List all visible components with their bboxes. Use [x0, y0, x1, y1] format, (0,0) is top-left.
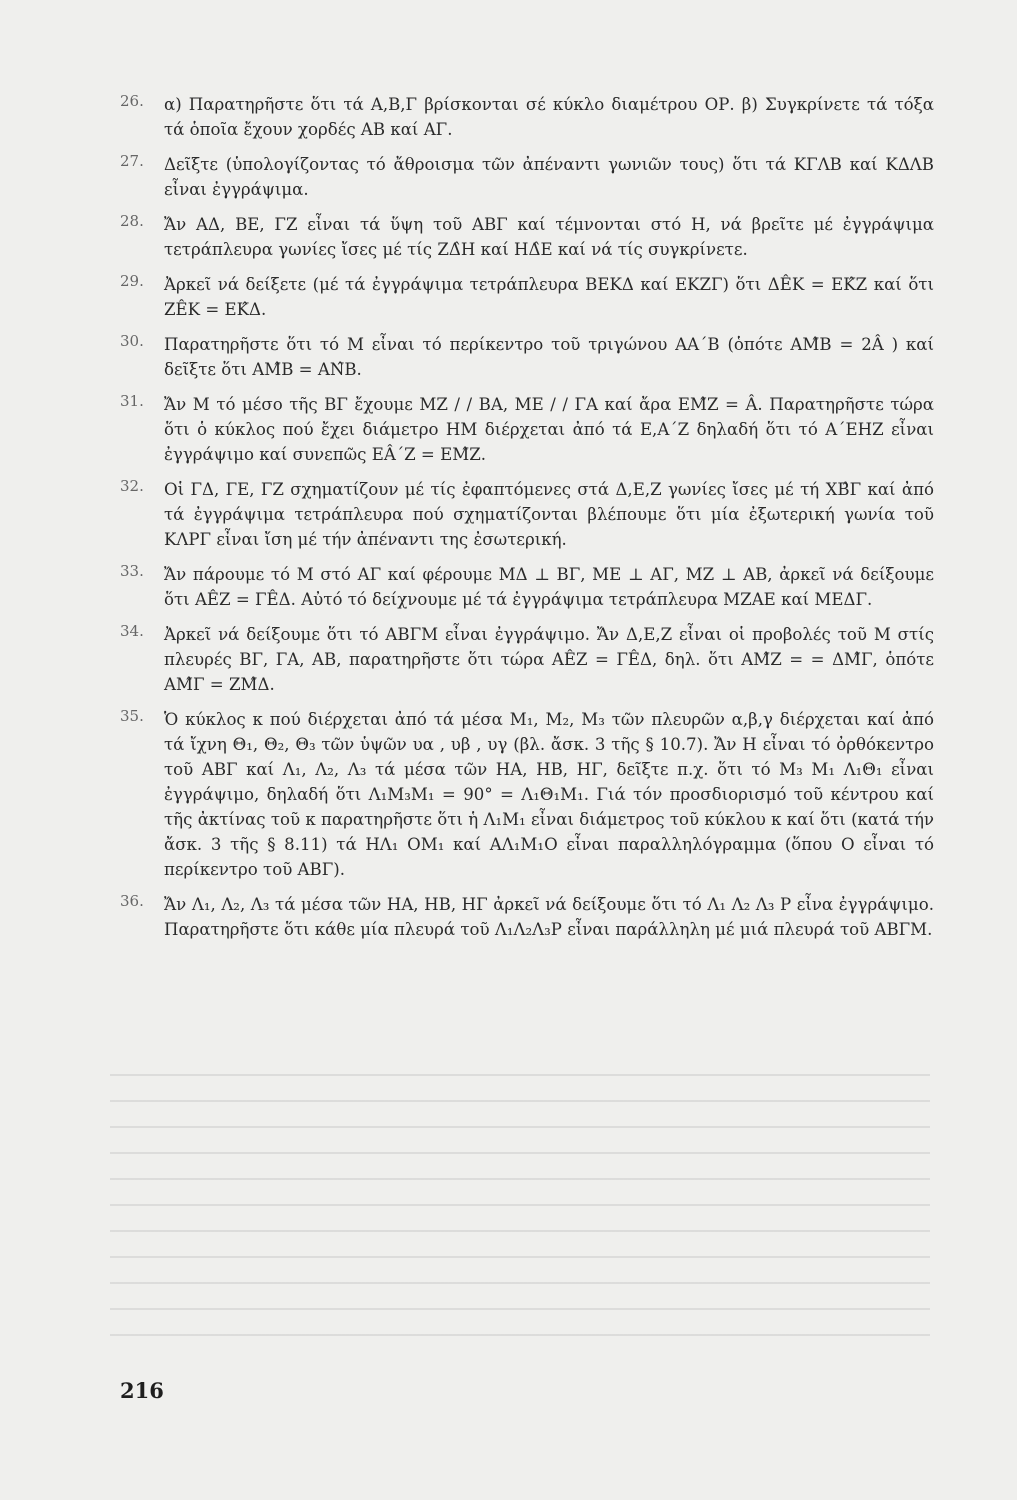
- exercise-number: 26.: [120, 92, 144, 110]
- exercise-text: Ἀρκεῖ νά δείξουμε ὅτι τό ΑΒΓΜ εἶναι ἐγγράψιμο. Ἄν Δ,Ε,Ζ εἶναι οἱ προβολές τοῦ Μ στίς πλευρές ΒΓ, ΓΑ, ΑΒ, παρατηρῆστε ὅτι τώρα ΑÊΖ = ΓÊΔ, δηλ. ὅτι ΑΜ̂Ζ = = ΔΜ̂Γ, ὁπότε ΑΜ̂Γ = ΖΜ̂Δ.: [164, 625, 934, 694]
- exercise-number: 27.: [120, 152, 144, 170]
- bleed-through-text: [110, 1060, 930, 1360]
- exercise-29: [122, 272, 934, 322]
- exercise-34: [122, 622, 934, 697]
- exercise-number: 30.: [120, 332, 144, 350]
- exercise-text: Παρατηρῆστε ὅτι τό Μ εἶναι τό περίκεντρο τοῦ τριγώνου ΑΑ΄Β (ὁπότε ΑΜ̂Β = 2Â ) καί δεῖξτε ὅτι ΑΜ̂Β = ΑΝ̂Β.: [164, 335, 934, 379]
- exercise-number: 34.: [120, 622, 144, 640]
- exercise-27: [122, 152, 934, 202]
- exercise-number: 32.: [120, 477, 144, 495]
- exercise-36: [122, 892, 934, 942]
- page-number: 216: [120, 1378, 164, 1403]
- exercise-30: [122, 332, 934, 382]
- exercise-35: [122, 707, 934, 882]
- exercise-28: [122, 212, 934, 262]
- exercise-text: Δεῖξτε (ὑπολογίζοντας τό ἄθροισμα τῶν ἀπέναντι γωνιῶν τους) ὅτι τά ΚΓΛΒ καί ΚΔΛΒ εἶναι ἐγγράψιμα.: [164, 155, 934, 199]
- exercise-number: 36.: [120, 892, 144, 910]
- exercise-text: Ἄν ΑΔ, ΒΕ, ΓΖ εἶναι τά ὕψη τοῦ ΑΒΓ καί τέμνονται στό Η, νά βρεῖτε μέ ἐγγράψιμα τετράπλευρα γωνίες ἴσες μέ τίς ΖΔ̂Η καί ΗΔ̂Ε καί νά τίς συγκρίνετε.: [164, 215, 934, 259]
- exercise-33: [122, 562, 934, 612]
- exercise-text: Ἄν πάρουμε τό Μ στό ΑΓ καί φέρουμε ΜΔ ⊥ ΒΓ, ΜΕ ⊥ ΑΓ, ΜΖ ⊥ ΑΒ, ἀρκεῖ νά δείξουμε ὅτι ΑÊΖ = ΓÊΔ. Αὐτό τό δείχνουμε μέ τά ἐγγράψιμα τετράπλευρα ΜΖΑΕ καί ΜΕΔΓ.: [164, 565, 934, 609]
- exercise-number: 31.: [120, 392, 144, 410]
- exercise-26: [122, 92, 934, 142]
- exercise-text: α) Παρατηρῆστε ὅτι τά Α,Β,Γ βρίσκονται σέ κύκλο διαμέτρου ΟΡ. β) Συγκρίνετε τά τόξα τά ὁποῖα ἔχουν χορδές ΑΒ καί ΑΓ.: [164, 95, 934, 139]
- exercise-number: 29.: [120, 272, 144, 290]
- exercise-text: Οἱ ΓΔ, ΓΕ, ΓΖ σχηματίζουν μέ τίς ἐφαπτόμενες στά Δ,Ε,Ζ γωνίες ἴσες μέ τή ΧΒ̂Γ καί ἀπό τά ἐγγράψιμα τετράπλευρα πού σχηματίζονται βλέπουμε ὅτι μία ἐξωτερική γωνία τοῦ ΚΛΡΓ εἶναι ἴση μέ τήν ἀπέναντι της ἐσωτερική.: [164, 480, 934, 549]
- exercise-text: Ἄν Λ₁, Λ₂, Λ₃ τά μέσα τῶν ΗΑ, ΗΒ, ΗΓ ἀρκεῖ νά δείξουμε ὅτι τό Λ₁ Λ₂ Λ₃ Ρ εἶνα ἐγγράψιμο. Παρατηρῆστε ὅτι κάθε μία πλευρά τοῦ Λ₁Λ₂Λ₃Ρ εἶναι παράλληλη μέ μιά πλευρά τοῦ ΑΒΓΜ.: [164, 895, 934, 939]
- exercise-number: 33.: [120, 562, 144, 580]
- exercise-text: Ἀρκεῖ νά δείξετε (μέ τά ἐγγράψιμα τετράπλευρα ΒΕΚΔ καί ΕΚΖΓ) ὅτι ΔÊΚ = ΕΚ̂Ζ καί ὅτι ΖÊΚ = ΕΚ̂Δ.: [164, 275, 934, 319]
- exercise-number: 28.: [120, 212, 144, 230]
- exercise-31: [122, 392, 934, 467]
- exercise-32: [122, 477, 934, 552]
- exercise-list: [122, 92, 934, 952]
- exercise-number: 35.: [120, 707, 144, 725]
- exercise-text: Ἄν Μ τό μέσο τῆς ΒΓ ἔχουμε ΜΖ / / ΒΑ, ΜΕ / / ΓΑ καί ἄρα ΕΜ̂Ζ = Â. Παρατηρῆστε τώρα ὅτι ὁ κύκλος πού ἔχει διάμετρο ΗΜ διέρχεται ἀπό τά Ε,Α΄Ζ δηλαδή ὅτι τό Α΄ΕΗΖ εἶναι ἐγγράψιμο καί συνεπῶς ΕÂ΄Ζ = ΕΜ̂Ζ.: [164, 395, 934, 464]
- exercise-text: Ὁ κύκλος κ πού διέρχεται ἀπό τά μέσα Μ₁, Μ₂, Μ₃ τῶν πλευρῶν α,β,γ διέρχεται καί ἀπό τά ἴχνη Θ₁, Θ₂, Θ₃ τῶν ὑψῶν υα , υβ , υγ (βλ. ἄσκ. 3 τῆς § 10.7). Ἄν Η εἶναι τό ὀρθόκεντρο τοῦ ΑΒΓ καί Λ₁, Λ₂, Λ₃ τά μέσα τῶν ΗΑ, ΗΒ, ΗΓ, δεῖξτε π.χ. ὅτι τό Μ₃ Μ₁ Λ₁Θ₁ εἶναι ἐγγράψιμο, δηλαδή ὅτι Λ₁Μ₃Μ₁ = 90° = Λ₁Θ₁Μ₁. Γιά τόν προσδιορισμό τοῦ κέντρου καί τῆς ἀκτίνας τοῦ κ παρατηρῆστε ὅτι ἡ Λ₁Μ₁ εἶναι διάμετρος τοῦ κύκλου κ καί ὅτι (κατά τήν ἄσκ. 3 τῆς § 8.11) τά ΗΛ₁ ΟΜ₁ καί ΑΛ₁Μ₁Ο εἶναι παραλληλόγραμμα (ὅπου Ο εἶναι τό περίκεντρο τοῦ ΑΒΓ).: [164, 710, 934, 879]
